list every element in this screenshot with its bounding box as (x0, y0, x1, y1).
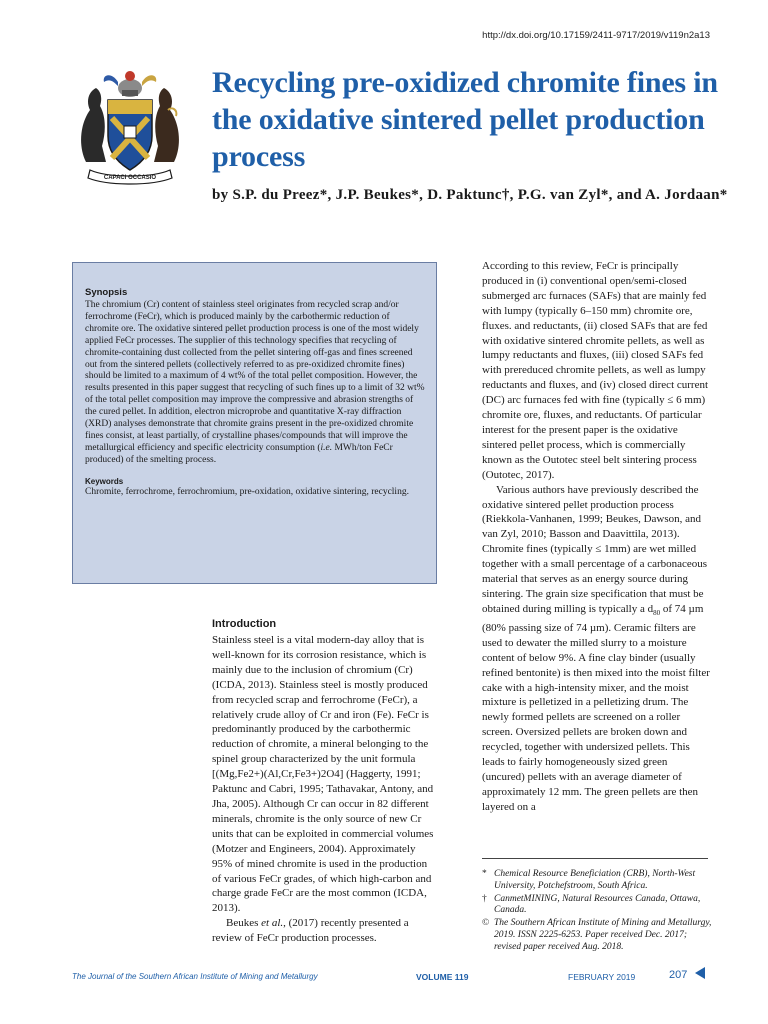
synopsis-text: The chromium (Cr) content of stainless steel originates from recycled scrap and/or ferrochrome (FeCr), which is produced mainly by the carbothermic reduction of chromite ore. The oxidative sintered pellet production process is one of the most widely applied FeCr processes. The supplier of this technology specifies that recycling of chromite-containing dust collected from the pellet sintering off-gas and fines screened out from the sintered pellets (collectively referred to as pre-oxidized chromite fines) should be limited to a maximum of 4 wt% of the total pellet composition. However, the results presented in this paper suggest that recycling of such fines up to a limit of 32 wt% of the total pellet composition may improve the compressive and abrasion strengths of the cured pellet. In addition, electron microprobe and quantitative X-ray diffraction (XRD) analyses demonstrate that chromite grains present in the pre-oxidized chromite fines consist, at least partially, of crystalline phases/compounds that will improve the metallurgical efficiency and specific electricity consumption (i.e. MWh/ton FeCr produced) of the smelting process. (85, 300, 425, 465)
footer-month: FEBRUARY 2019 (568, 972, 636, 982)
synopsis-heading: Synopsis (85, 287, 128, 298)
introduction-paragraph-1: Stainless steel is a vital modern-day alloy that is well-known for its corrosion resistance, which is mainly due to the inclusion of chromium (Cr) (ICDA, 2013). Stainless steel is mostly produced from recycled scrap and ferrochrome (FeCr), a relatively crude alloy of Cr and iron (Fe). FeCr is predominantly produced by the carbothermic reduction of chromite, a mineral belonging to the spinel group characterized by the unit formula [(Mg,Fe2+)(Al,Cr,Fe3+)2O4] (Haggerty, 1991; Paktunc and Cabri, 1995; Tathavakar, Antony, and Jha, 2005). Although Cr can occur in 82 different minerals, chromite is the only source of new Cr units that can be exploited in commercial volumes (Motzer and Engineers, 2004). Approximately 95% of mined chromite is used in the production of various FeCr grades, of which high-carbon and charge grade FeCr are the most common (ICDA, 2013). (212, 634, 434, 915)
introduction-body (212, 633, 436, 946)
keywords-heading: Keywords (85, 476, 124, 486)
right-paragraph-1: According to this review, FeCr is principally produced in (i) conventional open/semi-closed submerged arc furnaces (SAFs) that are mainly fed with lumpy (typically 6–150 mm) chromite ore, fluxes. and reductants, (ii) closed SAFs that are fed with oxidative sintered chromite pellets, as well as lumpy reductants and fluxes, (iii) closed SAFs fed with prereduced chromite pellets, as well as lumpy reductants and fluxes, and (iv) closed direct current (DC) arc furnaces fed with fine (typically ≤ 6 mm) chromite ore, fluxes, and reductants. Of particular interest for the present paper is the oxidative sintered pellet process, which is commercially known as the Outotec steel belt sintering process (Outotec, 2017). (482, 260, 709, 481)
page-arrow-icon[interactable] (694, 966, 706, 980)
footnote-item: * Chemical Resource Beneficiation (CRB), North-West University, Potchefstroom, South Africa. (482, 869, 696, 891)
footnotes (482, 869, 712, 955)
footer-volume: VOLUME 119 (416, 972, 469, 982)
footer-page-number: 207 (669, 969, 688, 981)
keywords-text: Chromite, ferrochrome, ferrochromium, pre-oxidation, oxidative sintering, recycling. (85, 486, 409, 497)
synopsis-box (72, 262, 437, 584)
footnote-item: © The Southern African Institute of Mining and Metallurgy, 2019. ISSN 2225-6253. Paper received Dec. 2017; revised paper received Aug. 2018. (482, 918, 712, 952)
institute-crest-icon (72, 66, 188, 186)
introduction-paragraph-2: Beukes et al., (2017) recently presented a review of FeCr production processes. (212, 917, 409, 945)
right-column-body (482, 259, 710, 815)
footer-journal-name: The Journal of the Southern African Institute of Mining and Metallurgy (72, 972, 318, 981)
right-paragraph-2: Various authors have previously described the oxidative sintered pellet production process (Riekkola-Vanhanen, 1999; Beukes, Dawson, and van Zyl, 2010; Basson and Daavittila, 2013). Chromite fines (typically ≤ 1mm) are wet milled together with a small percentage of a carbonaceous material that serves as an energy source during sintering. The grain size specification that must be obtained during milling is typically a $d_{80}$ of 74 µm (80% passing size of 74 µm). Ceramic filters are used to dewater the milled slurry to a moisture content of below 9%. A fine clay binder (usually refined bentonite) is then mixed into the moist filter cake with a high-intensity mixer, and the moist mixture is pelletized in a pelletizing drum. The newly formed pellets are screened on a roller screen. Oversized pellets are broken down and recycled, together with undersized pellets. This leads to fairly homogeneously sized green (uncured) pellets with an average diameter of approximately 12 mm. The green pellets are then layered on a (482, 483, 710, 813)
introduction-heading: Introduction (212, 618, 277, 630)
footnote-divider (482, 858, 708, 859)
doi-link[interactable]: http://dx.doi.org/10.17159/2411-9717/2019/v119n2a13 (482, 30, 710, 41)
footnote-item: † CanmetMINING, Natural Resources Canada, Ottawa, Canada. (482, 893, 701, 916)
article-title: Recycling pre-oxidized chromite fines in the oxidative sintered pellet production process (212, 66, 718, 173)
crest-motto: CAPACI OCCASIO (103, 175, 157, 181)
article-authors: by S.P. du Preez*, J.P. Beukes*, D. Paktunc†, P.G. van Zyl*, and A. Jordaan* (212, 187, 728, 203)
